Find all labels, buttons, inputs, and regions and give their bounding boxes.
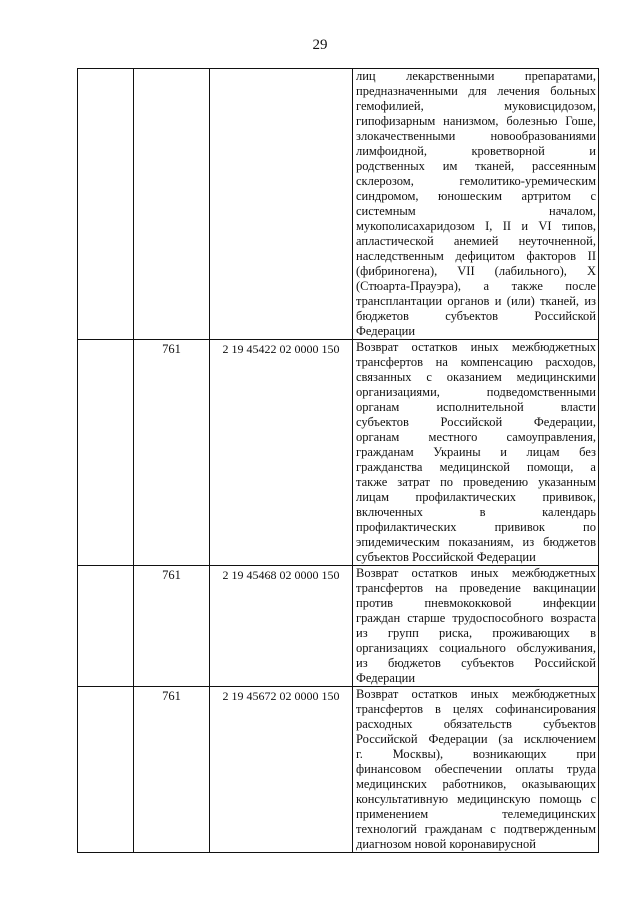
- admin-code-cell: 761: [134, 340, 210, 566]
- empty-cell: [78, 69, 134, 340]
- budget-code-table: [77, 68, 599, 853]
- description-line: родственных им тканей, рассеянным: [356, 159, 596, 173]
- description-line: трансфертов на проведение вакцинации: [356, 581, 596, 595]
- description-line: Возврат остатков иных межбюджетных: [356, 687, 596, 701]
- table-row: [78, 69, 599, 340]
- description-line: Возврат остатков иных межбюджетных: [356, 340, 596, 354]
- description-line: из групп риска, проживающих в: [356, 626, 596, 640]
- description-line: диагнозом новой коронавирусной: [356, 837, 536, 851]
- description-line: также затрат по проведению указанным: [356, 475, 596, 489]
- description-line: органам местного самоуправления,: [356, 430, 596, 444]
- description-line: технологий гражданам с подтвержденным: [356, 822, 596, 836]
- description-line: органам исполнительной власти: [356, 400, 596, 414]
- budget-classification-code-cell: 2 19 45468 02 0000 150: [210, 566, 353, 687]
- description-line: организациях социального обслуживания,: [356, 641, 596, 655]
- description-line: эпидемическим показаниям, из бюджетов: [356, 535, 596, 549]
- empty-cell: [78, 566, 134, 687]
- budget-classification-code-cell: [210, 69, 353, 340]
- description-line: синдромом, юношеским артритом с: [356, 189, 596, 203]
- description-line: (Стюарта-Прауэра), а также после: [356, 279, 596, 293]
- description-line: консультативную медицинскую помощь с: [356, 792, 596, 806]
- budget-classification-code-cell: 2 19 45422 02 0000 150: [210, 340, 353, 566]
- description-line: Федерации: [356, 324, 416, 338]
- description-line: г. Москвы), возникающих при: [356, 747, 596, 761]
- table-row: [78, 340, 599, 566]
- description-cell: [353, 340, 599, 566]
- description-line: злокачественными новообразованиями: [356, 129, 596, 143]
- table-row: [78, 566, 599, 687]
- description-line: наследственным дефицитом факторов II: [356, 249, 596, 263]
- description-line: Российской Федерации (за исключением: [356, 732, 596, 746]
- description-line: субъектов Российской Федерации,: [356, 415, 596, 429]
- description-line: мукополисахаридозом I, II и VI типов,: [356, 219, 596, 233]
- description-line: (фибриногена), VII (лабильного), X: [356, 264, 596, 278]
- description-line: применением телемедицинских: [356, 807, 596, 821]
- description-line: трансфертов в целях софинансирования: [356, 702, 596, 716]
- admin-code-cell: 761: [134, 687, 210, 853]
- description-cell: [353, 566, 599, 687]
- description-line: медицинских работников, оказывающих: [356, 777, 596, 791]
- description-cell: [353, 687, 599, 853]
- description-line: бюджетов субъектов Российской: [356, 309, 596, 323]
- description-line: финансовом обеспечении оплаты труда: [356, 762, 596, 776]
- description-line: субъектов Российской Федерации: [356, 550, 536, 564]
- description-cell: [353, 69, 599, 340]
- description-line: гипофизарным нанизмом, болезнью Гоше,: [356, 114, 596, 128]
- description-line: Федерации: [356, 671, 416, 685]
- admin-code-cell: [134, 69, 210, 340]
- empty-cell: [78, 340, 134, 566]
- description-line: граждан старше трудоспособного возраста: [356, 611, 596, 625]
- description-line: организациями, подведомственными: [356, 385, 596, 399]
- description-line: системным началом,: [356, 204, 596, 218]
- description-line: трансфертов на компенсацию расходов,: [356, 355, 596, 369]
- description-line: лицам профилактических прививок,: [356, 490, 596, 504]
- description-line: связанных с оказанием медицинскими: [356, 370, 596, 384]
- description-line: Возврат остатков иных межбюджетных: [356, 566, 596, 580]
- page-number: 29: [312, 37, 328, 53]
- budget-classification-code-cell: 2 19 45672 02 0000 150: [210, 687, 353, 853]
- empty-cell: [78, 687, 134, 853]
- table-body: [78, 69, 599, 853]
- description-line: предназначенными для лечения больных: [356, 84, 596, 98]
- description-line: гражданства медицинской помощи, а: [356, 460, 596, 474]
- description-line: лиц лекарственными препаратами,: [356, 69, 596, 83]
- description-line: расходных обязательств субъектов: [356, 717, 596, 731]
- description-line: из бюджетов субъектов Российской: [356, 656, 596, 670]
- description-line: склерозом, гемолитико-уремическим: [356, 174, 596, 188]
- description-line: профилактических прививок по: [356, 520, 596, 534]
- description-line: включенных в календарь: [356, 505, 596, 519]
- description-line: гемофилией, муковисцидозом,: [356, 99, 596, 113]
- table-row: [78, 687, 599, 853]
- description-line: лимфоидной, кроветворной и: [356, 144, 596, 158]
- description-line: против пневмококковой инфекции: [356, 596, 596, 610]
- description-line: апластической анемией неуточненной,: [356, 234, 596, 248]
- description-line: гражданам Украины и лицам без: [356, 445, 596, 459]
- admin-code-cell: 761: [134, 566, 210, 687]
- description-line: трансплантации органов и (или) тканей, из: [356, 294, 596, 308]
